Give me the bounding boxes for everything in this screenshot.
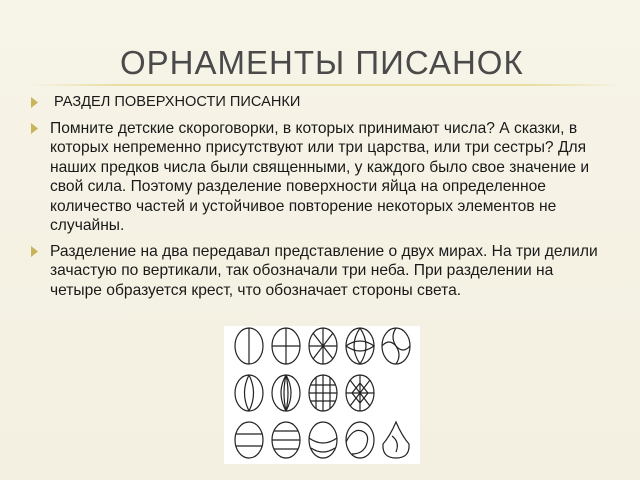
bullet-text: РАЗДЕЛ ПОВЕРХНОСТИ ПИСАНКИ [54,94,301,110]
egg-pattern [309,328,337,364]
egg-pattern [235,375,263,411]
egg-pattern [235,422,263,458]
egg-pattern [346,375,374,411]
egg-pattern [346,422,374,458]
bullet-icon [31,246,38,257]
bullet-icon [31,123,38,134]
egg-division-patterns-figure [224,326,420,464]
egg-pattern [272,422,300,458]
egg-pattern [309,422,337,458]
egg-pattern [272,375,300,411]
egg-patterns-svg [224,326,420,464]
bullet-item [30,242,600,301]
title-divider [30,84,622,86]
bullet-item [30,93,600,113]
egg-pattern [309,375,337,411]
egg-pattern [235,328,263,364]
bullet-icon [31,97,38,108]
bullet-item [30,119,600,236]
egg-pattern [383,422,409,458]
egg-pattern [382,328,410,364]
bullet-text: Разделение на два передавал представление о двух мирах. На три делили зачастую по вертикали, так обозначали три неба. При разделении на четыре образуется крест, что обозначает стороны света. [50,242,598,299]
bullet-list [30,93,600,306]
egg-pattern [346,328,374,364]
bullet-text: Помните детские скороговорки, в которых принимают числа? А сказки, в которых непременно присутствуют или три царства, или три сестры? Для наших предков числа были священными, у каждого было свое значение и свой сила. Поэтому разделение поверхности яйца на определенное количество частей и устойчивое повторение некоторых элементов не случайны. [50,119,590,234]
slide-title: ОРНАМЕНТЫ ПИСАНОК [120,44,524,81]
egg-pattern [272,328,300,364]
